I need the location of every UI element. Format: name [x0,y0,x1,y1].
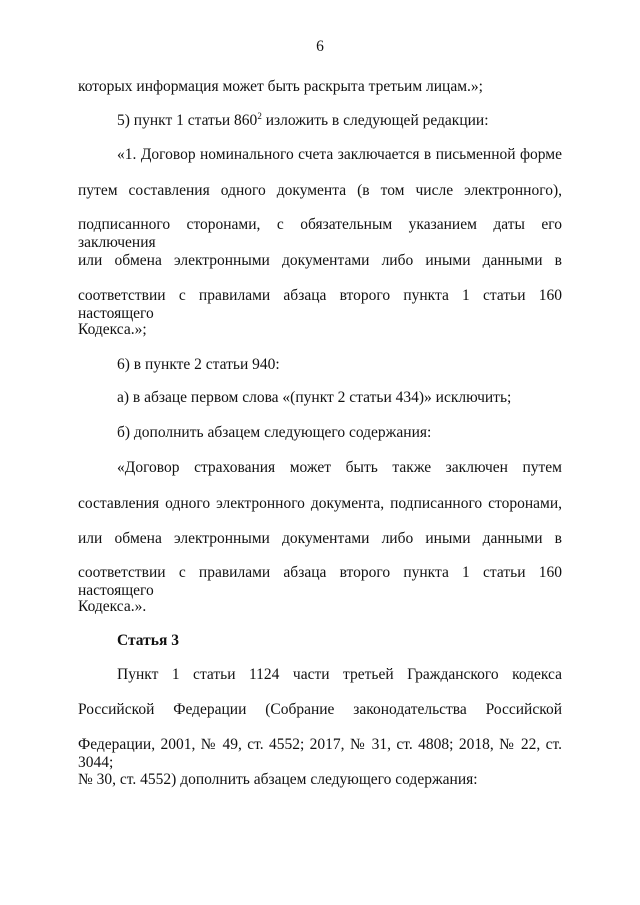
text-line: Федерации, 2001, № 49, ст. 4552; 2017, № 31, ст. 4808; 2018, № 22, ст. 3044; [78,736,562,771]
text-line: путем составления одного документа (в том числе электронного), [78,182,562,199]
text-line: Пункт 1 статьи 1124 части третьей Гражданского кодекса [117,666,562,683]
text-span: 5) пункт 1 статьи 860 [117,112,258,129]
page-number: 6 [316,38,324,55]
text-line: № 30, ст. 4552) дополнить абзацем следующего содержания: [78,771,478,788]
text-line-item-b: б) дополнить абзацем следующего содержания: [117,424,432,441]
text-line-item-6: 6) в пункте 2 статьи 940: [117,356,280,373]
text-line: составления одного электронного документа, подписанного сторонами, [78,495,562,512]
text-line: Кодекса.». [78,598,147,615]
text-line: подписанного сторонами, с обязательным указанием даты его заключения [78,216,562,251]
text-line: «1. Договор номинального счета заключается в письменной форме [117,146,562,163]
text-line: или обмена электронными документами либо иными данными в [78,530,562,547]
text-line: которых информация может быть раскрыта третьим лицам.»; [78,78,483,95]
text-line-item-5 [117,112,562,130]
superscript: 2 [257,111,262,121]
article-heading: Статья 3 [117,632,179,649]
text-line: соответствии с правилами абзаца второго пункта 1 статьи 160 настоящего [78,564,562,599]
text-line: или обмена электронными документами либо иными данными в [78,252,562,269]
text-span: изложить в следующей редакции: [261,112,489,129]
text-line-item-a: а) в абзаце первом слова «(пункт 2 статьи 434)» исключить; [117,389,512,406]
text-line: Кодекса.»; [78,321,147,338]
text-line: Российской Федерации (Собрание законодательства Российской [78,701,562,718]
text-line: соответствии с правилами абзаца второго пункта 1 статьи 160 настоящего [78,287,562,322]
text-line: «Договор страхования может быть также заключен путем [117,459,562,476]
